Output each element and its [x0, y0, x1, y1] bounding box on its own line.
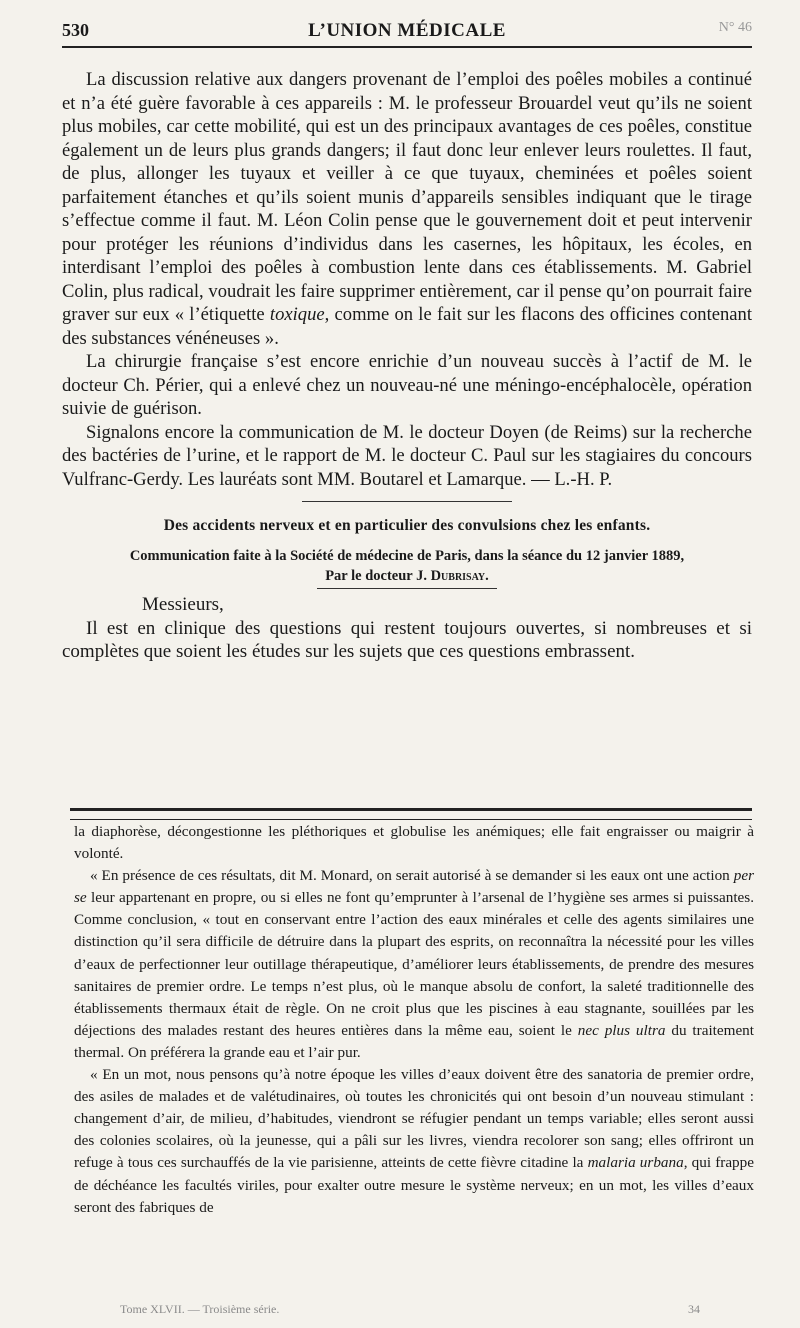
paragraph-stoves: La discussion relative aux dangers provenant de l’emploi des poêles mobiles a continué et n’a été guère favorable à ces appareils : M. le professeur Brouardel veut qu’ils ne soient plus mobiles, car cette mobilité, qui est un des principaux avantages de ces poêles, constitue également un de leurs plus grands dangers; il faut donc leur enlever leurs roulettes. Il faut, de plus, allonger les tuyaux et veiller à ce que tuyaux, cheminées et poêles soient parfaitement étanches et qu’ils soient munis d’appareils sensibles indiquant que le tirage s’effectue comme il faut. M. Léon Colin pense que le gouvernement doit et peut intervenir pour protéger les réunions d’individus dans les casernes, les hôpitaux, les écoles, en interdisant l’emploi des poêles à combustion lente dans ces établissements. M. Gabriel Colin, plus radical, voudrait les faire supprimer entièrement, car il pense qu’on pourrait faire graver sur eux « l’étiquette toxique, comme on le fait sur les flacons des officines contenant des substances vénéneuses ».: [62, 69, 752, 349]
section-divider: [302, 501, 512, 502]
greeting: Messieurs,: [142, 594, 224, 615]
page-number: 530: [62, 20, 89, 40]
article-author: Par le docteur J. Dubrisay.: [325, 568, 489, 584]
article-lead: Il est en clinique des questions qui restent toujours ouvertes, si nombreuses et si complètes que soient les études sur les sujets que ces questions embrassent.: [62, 618, 752, 662]
page-header: [62, 18, 752, 48]
paragraph-communications: Signalons encore la communication de M. le docteur Doyen (de Reims) sur la recherche des bactéries de l’urine, et le rapport de M. le docteur C. Paul sur les stagiaires du concours Vulfranc-Gerdy. Les lauréats sont MM. Boutarel et Lamarque. — L.-H. P.: [62, 421, 752, 490]
feuilleton-paragraph: « En présence de ces résultats, dit M. Monard, on serait autorisé à se demander si les eaux ont une action per se leur appartenant en propre, ou si elles ne font qu’emprunter à l’arsenal de l’hygiène ses armes si puissantes. Comme conclusion, « tout en conservant entre l’action des eaux minérales et celle des agents similaires une distinction qu’il sera difficile de détruire dans la plupart des esprits, on reconnaîtra la nécessité pour les villes d’eaux de perfectionner leur outillage thérapeutique, d’améliorer leurs établissements, de prendre des mesures sanitaires de premier ordre. Le temps n’est plus, où le manque absolu de confort, la saleté traditionnelle des établissements thermaux était de règle. On ne croit plus que les piscines à eau stagnante, souillées par les déjections des malades restant des heures entières dans la même eau, soient le nec plus ultra du traitement thermal. On préférera la grande eau et l’air pur.: [74, 867, 754, 1061]
footer-signature: 34: [688, 1302, 700, 1316]
feuilleton-paragraph: la diaphorèse, décongestionne les pléthoriques et globulise les anémiques; elle fait engraisser ou maigrir à volonté.: [74, 823, 754, 863]
feuilleton-paragraph: « En un mot, nous pensons qu’à notre époque les villes d’eaux doivent être des sanatoria de premier ordre, des asiles de malades et de valétudinaires, où toutes les chronicités qui ont besoin d’un nouveau stimulant : changement d’air, de milieu, d’habitudes, viendront se réfugier pendant un temps variable; elles seront aussi des colonies scolaires, où la jeunesse, qui a pâli sur les livres, viendra recolorer son sang; elles offriront un refuge à tous ces surchauffés de la vie parisienne, atteints de cette fièvre citadine la malaria urbana, qui frappe de déchéance les facultés viriles, pour exalter outre mesure le système nerveux; en un mot, les villes d’eaux seront des fabriques de: [74, 1066, 754, 1216]
article-communication: Communication faite à la Société de médecine de Paris, dans la séance du 12 janvier 1889,: [129, 548, 685, 564]
journal-title: L’UNION MÉDICALE: [308, 20, 506, 41]
paragraph-surgery: La chirurgie française s’est encore enrichie d’un nouveau succès à l’actif de M. le docteur Ch. Périer, qui a enlevé chez un nouveau-né une méningo-encéphalocèle, opération suivie de guérison.: [62, 351, 752, 419]
feuilleton-rule: [70, 808, 752, 820]
footer-volume: Tome XLVII. — Troisième série.: [120, 1302, 280, 1316]
feuilleton-column: [74, 821, 754, 1219]
issue-mark: N° 46: [718, 20, 752, 35]
page-footer: [110, 1298, 740, 1322]
author-divider: [317, 588, 497, 589]
article-title: Des accidents nerveux et en particulier des convulsions chez les enfants.: [163, 517, 651, 534]
main-column: [62, 68, 752, 663]
